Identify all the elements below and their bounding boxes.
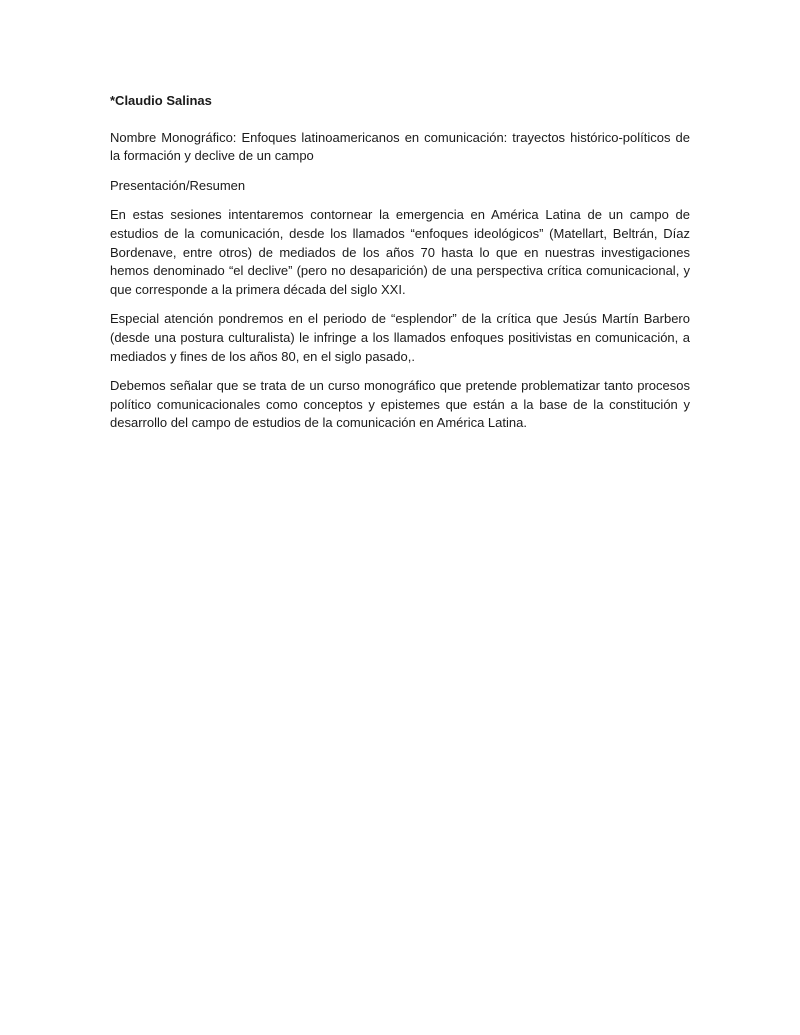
body-paragraph-1: En estas sesiones intentaremos contornear la emergencia en América Latina de un campo de estudios de la comunicación, desde los llamados “enfoques ideológicos” (Matellart, Beltrán, Díaz Bordenave, entre otros) de mediados de los años 70 hasta lo que en nuestras investigaciones hemos denominado “el declive” (pero no desaparición) de una perspectiva crítica comunicacional, y que corresponde a la primera década del siglo XXI. <box>110 207 690 297</box>
body-paragraph-3: Debemos señalar que se trata de un curso monográfico que pretende problematizar tanto procesos político comunicacionales como conceptos y epistemes que están a la base de la constitución y desarrollo del campo de estudios de la comunicación en América Latina. <box>110 378 690 431</box>
body-paragraph-2: Especial atención pondremos en el periodo de “esplendor” de la crítica que Jesús Martín Barbero (desde una postura culturalista) le infringe a los llamados enfoques positivistas en comunicación, a mediados y fines de los años 80, en el siglo pasado,. <box>110 311 690 364</box>
author-line: *Claudio Salinas <box>110 93 212 108</box>
course-title: Nombre Monográfico: Enfoques latinoamericanos en comunicación: trayectos histórico-políticos de la formación y declive de un campo <box>110 129 690 164</box>
section-label: Presentación/Resumen <box>110 177 246 193</box>
